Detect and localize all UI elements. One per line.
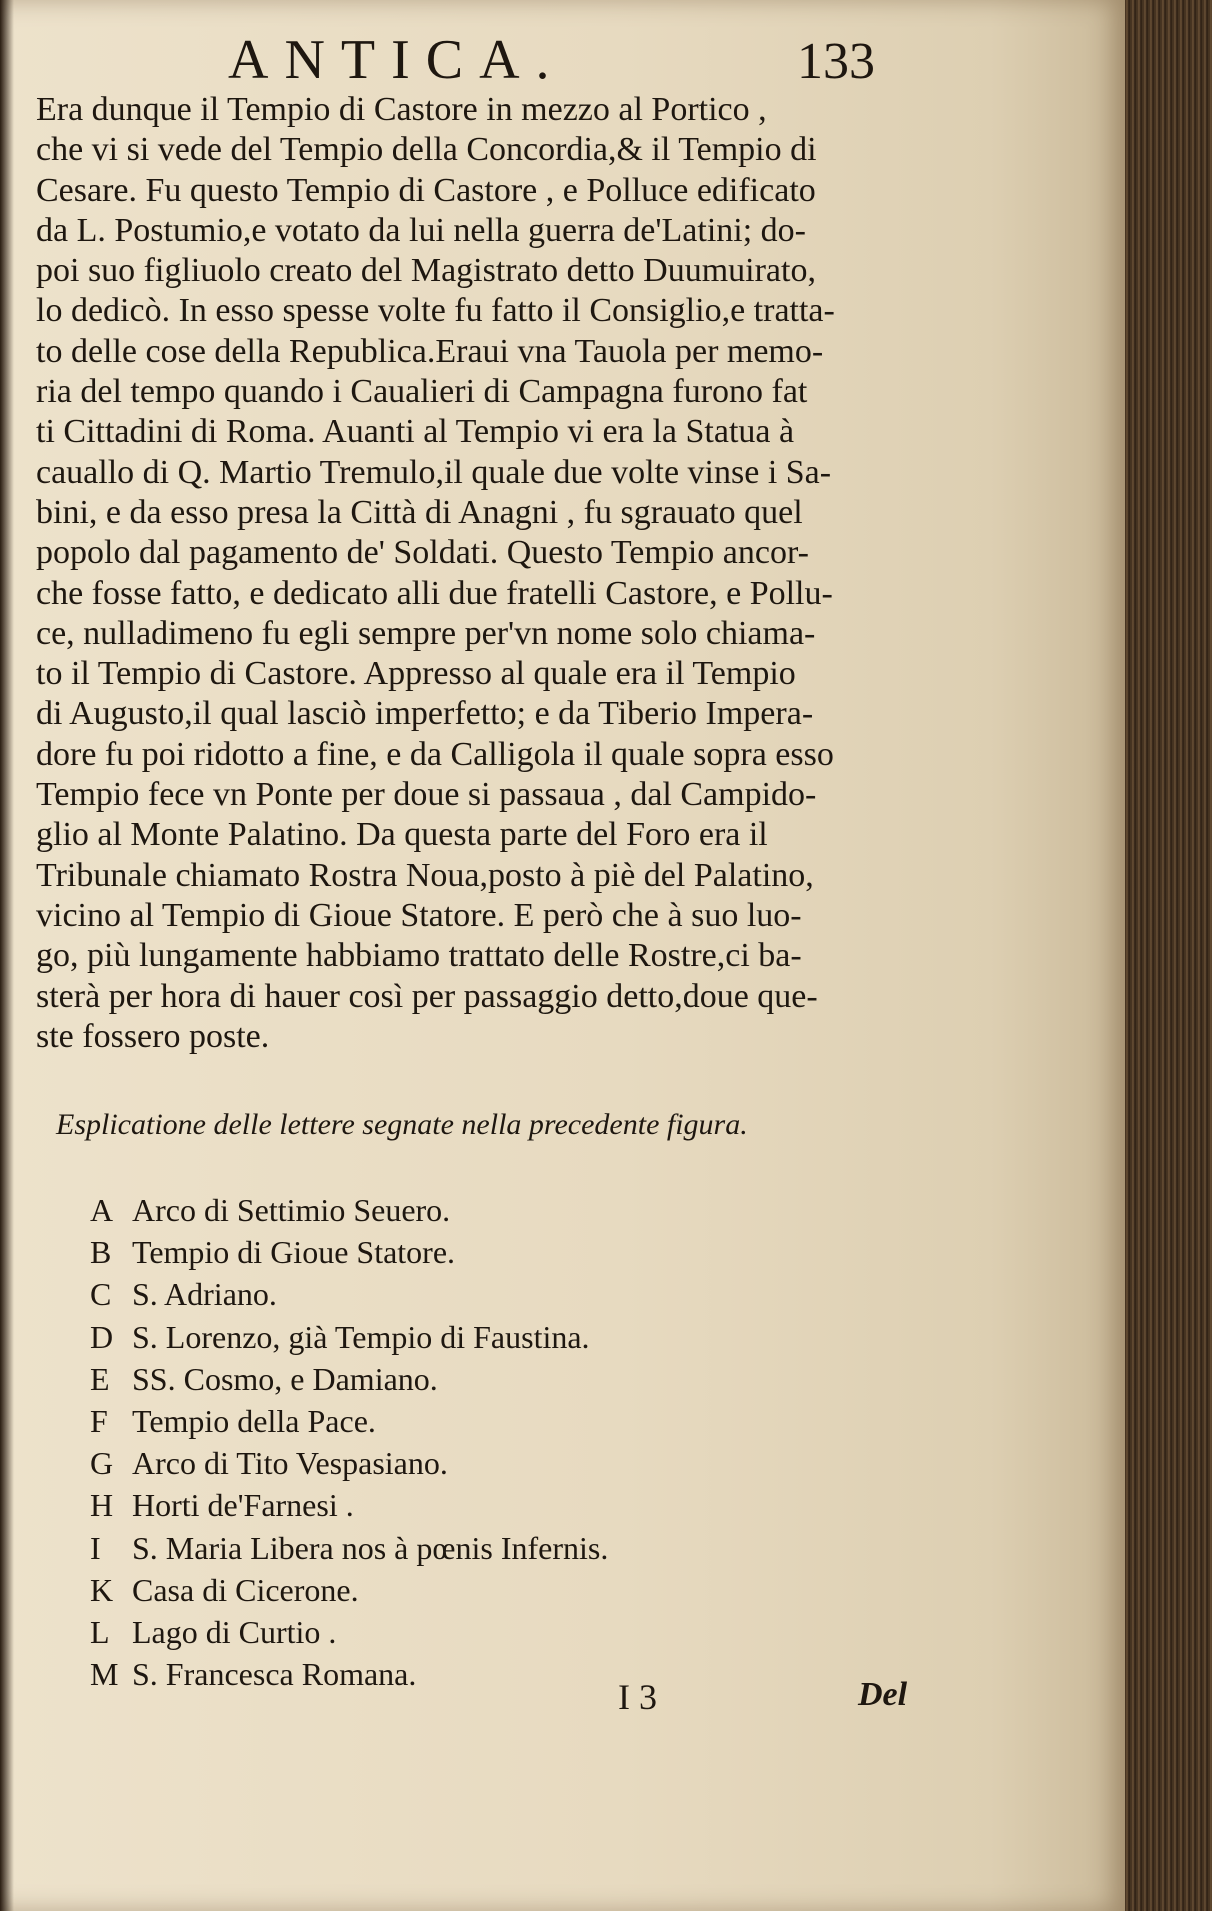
legend-letter: E [90,1360,110,1397]
catchword: Del [858,1676,908,1713]
legend-list [90,1192,890,1698]
legend-text: Arco di Tito Vespasiano. [132,1445,448,1482]
legend-text: S. Maria Libera nos à pœnis Infernis. [132,1529,609,1566]
running-title: ANTICA. [228,29,566,91]
legend-text: Lago di Curtio . [132,1613,337,1650]
legend-item [90,1361,890,1403]
legend-item [90,1403,890,1445]
signature-mark: I 3 [618,1677,657,1717]
text-line: to delle cose della Republica.Eraui vna Tauola per memo- [36,332,824,370]
text-line: popolo dal pagamento de' Soldati. Questo Tempio ancor- [36,534,809,572]
legend-letter: L [90,1613,110,1650]
text-line: glio al Monte Palatino. Da questa parte del Foro era il [36,816,768,854]
text-line: to il Tempio di Castore. Appresso al quale era il Tempio [36,655,796,693]
legend-item [90,1487,890,1529]
text-line: ti Cittadini di Roma. Auanti al Tempio vi era la Statua à [36,413,795,451]
legend-letter: H [90,1487,114,1524]
text-line: cauallo di Q. Martio Tremulo,il quale due volte vinse i Sa- [36,453,832,491]
text-line: che vi si vede del Tempio della Concordia,& il Tempio di [36,131,817,169]
legend-caption: Esplicatione delle lettere segnate nella precedente figura. [56,1108,748,1141]
text-line: Cesare. Fu questo Tempio di Castore , e Polluce edificato [36,171,816,209]
text-line: bini, e da esso presa la Città di Anagni , fu sgrauato quel [36,493,803,531]
text-line: lo dedicò. In esso spesse volte fu fatto il Consiglio,e tratta- [36,292,835,330]
legend-letter: A [90,1192,114,1228]
legend-text: S. Adriano. [132,1276,277,1313]
body-text [36,90,966,1057]
legend-letter: C [90,1276,112,1313]
text-line: dore fu poi ridotto a fine, e da Calligola il quale sopra esso [36,735,834,773]
legend-letter: K [90,1571,114,1608]
page-edges [1125,0,1212,1911]
legend-item [90,1276,890,1318]
legend-letter: I [90,1529,101,1566]
legend-item [90,1445,890,1487]
page-number: 133 [797,33,875,90]
text-line: ce, nulladimeno fu egli sempre per'vn nome solo chiama- [36,614,816,652]
text-line: che fosse fatto, e dedicato alli due fratelli Castore, e Pollu- [36,574,833,612]
legend-item [90,1234,890,1276]
text-line: ria del tempo quando i Caualieri di Campagna furono fat [36,373,808,411]
legend-item [90,1656,890,1698]
text-line: vicino al Tempio di Gioue Statore. E però che à suo luo- [36,896,802,934]
text-line: Era dunque il Tempio di Castore in mezzo al Portico , [36,91,767,128]
legend-text: Casa di Cicerone. [132,1571,359,1608]
legend-item [90,1614,890,1656]
legend-text: Tempio della Pace. [132,1402,376,1439]
text-line: sterà per hora di hauer così per passaggio detto,doue que- [36,977,818,1015]
legend-text: S. Francesca Romana. [132,1656,417,1693]
legend-letter: F [90,1402,108,1439]
legend-letter: G [90,1445,114,1482]
legend-letter: M [90,1656,119,1693]
legend-text: Arco di Settimio Seuero. [132,1192,451,1228]
legend-text: Horti de'Farnesi . [132,1487,354,1524]
legend-item [90,1319,890,1361]
legend-text: S. Lorenzo, già Tempio di Faustina. [132,1318,590,1355]
legend-letter: B [90,1234,112,1271]
text-line: poi suo figliuolo creato del Magistrato detto Duumuirato, [36,252,816,290]
legend-item [90,1530,890,1572]
text-line: di Augusto,il qual lasciò imperfetto; e da Tiberio Impera- [36,695,814,733]
text-line: go, più lungamente habbiamo trattato delle Rostre,ci ba- [36,937,802,975]
legend-letter: D [90,1318,114,1355]
text-line: da L. Postumio,e votato da lui nella guerra de'Latini; do- [36,211,806,249]
legend-item [90,1572,890,1614]
legend-text: Tempio di Gioue Statore. [132,1234,456,1271]
legend-item [90,1192,890,1234]
text-line: Tempio fece vn Ponte per doue si passaua , dal Campido- [36,776,817,814]
legend-text: SS. Cosmo, e Damiano. [132,1360,438,1397]
text-line: ste fossero poste. [36,1017,270,1055]
text-line: Tribunale chiamato Rostra Noua,posto à piè del Palatino, [36,856,814,894]
